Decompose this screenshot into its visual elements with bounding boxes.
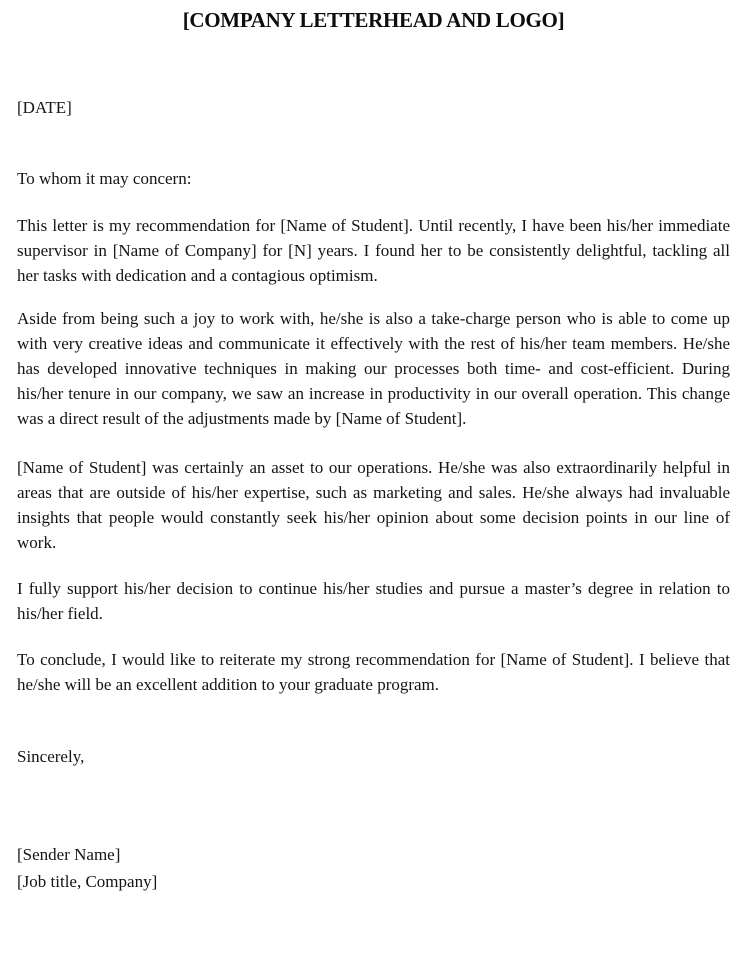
salutation: To whom it may concern: [17,169,192,188]
sender-job-title-placeholder: [Job title, Company] [17,872,158,891]
closing-salutation: Sincerely, [17,747,85,766]
body-paragraph-1: This letter is my recommendation for [Name of Student]. Until recently, I have been his/her immediate supervisor in [Name of Company] for [N] years. I found her to be consistently delightful, tackling all her tasks with dedication and a contagious optimism. [17,216,730,285]
date-placeholder: [DATE] [17,98,72,117]
signature-block [17,841,730,895]
body-paragraph-5: To conclude, I would like to reiterate my strong recommendation for [Name of Student]. I believe that he/she will be an excellent addition to your graduate program. [17,650,730,694]
sender-name-placeholder: [Sender Name] [17,845,121,864]
body-paragraph-4: I fully support his/her decision to continue his/her studies and pursue a master’s degree in relation to his/her field. [17,579,730,623]
letterhead-title: [COMPANY LETTERHEAD AND LOGO] [182,8,565,32]
body-paragraph-2: Aside from being such a joy to work with, he/she is also a take-charge person who is able to come up with very creative ideas and communicate it effectively with the rest of his/her team members. He/she has developed innovative techniques in making our processes both time- and cost-efficient. During his/her tenure in our company, we saw an increase in productivity in our overall operation. This change was a direct result of the adjustments made by [Name of Student]. [17,309,730,428]
body-paragraph-3: [Name of Student] was certainly an asset to our operations. He/she was also extraordinarily helpful in areas that are outside of his/her expertise, such as marketing and sales. He/she always had invaluable insights that people would constantly seek his/her opinion about some decision points in our line of work. [17,458,730,552]
